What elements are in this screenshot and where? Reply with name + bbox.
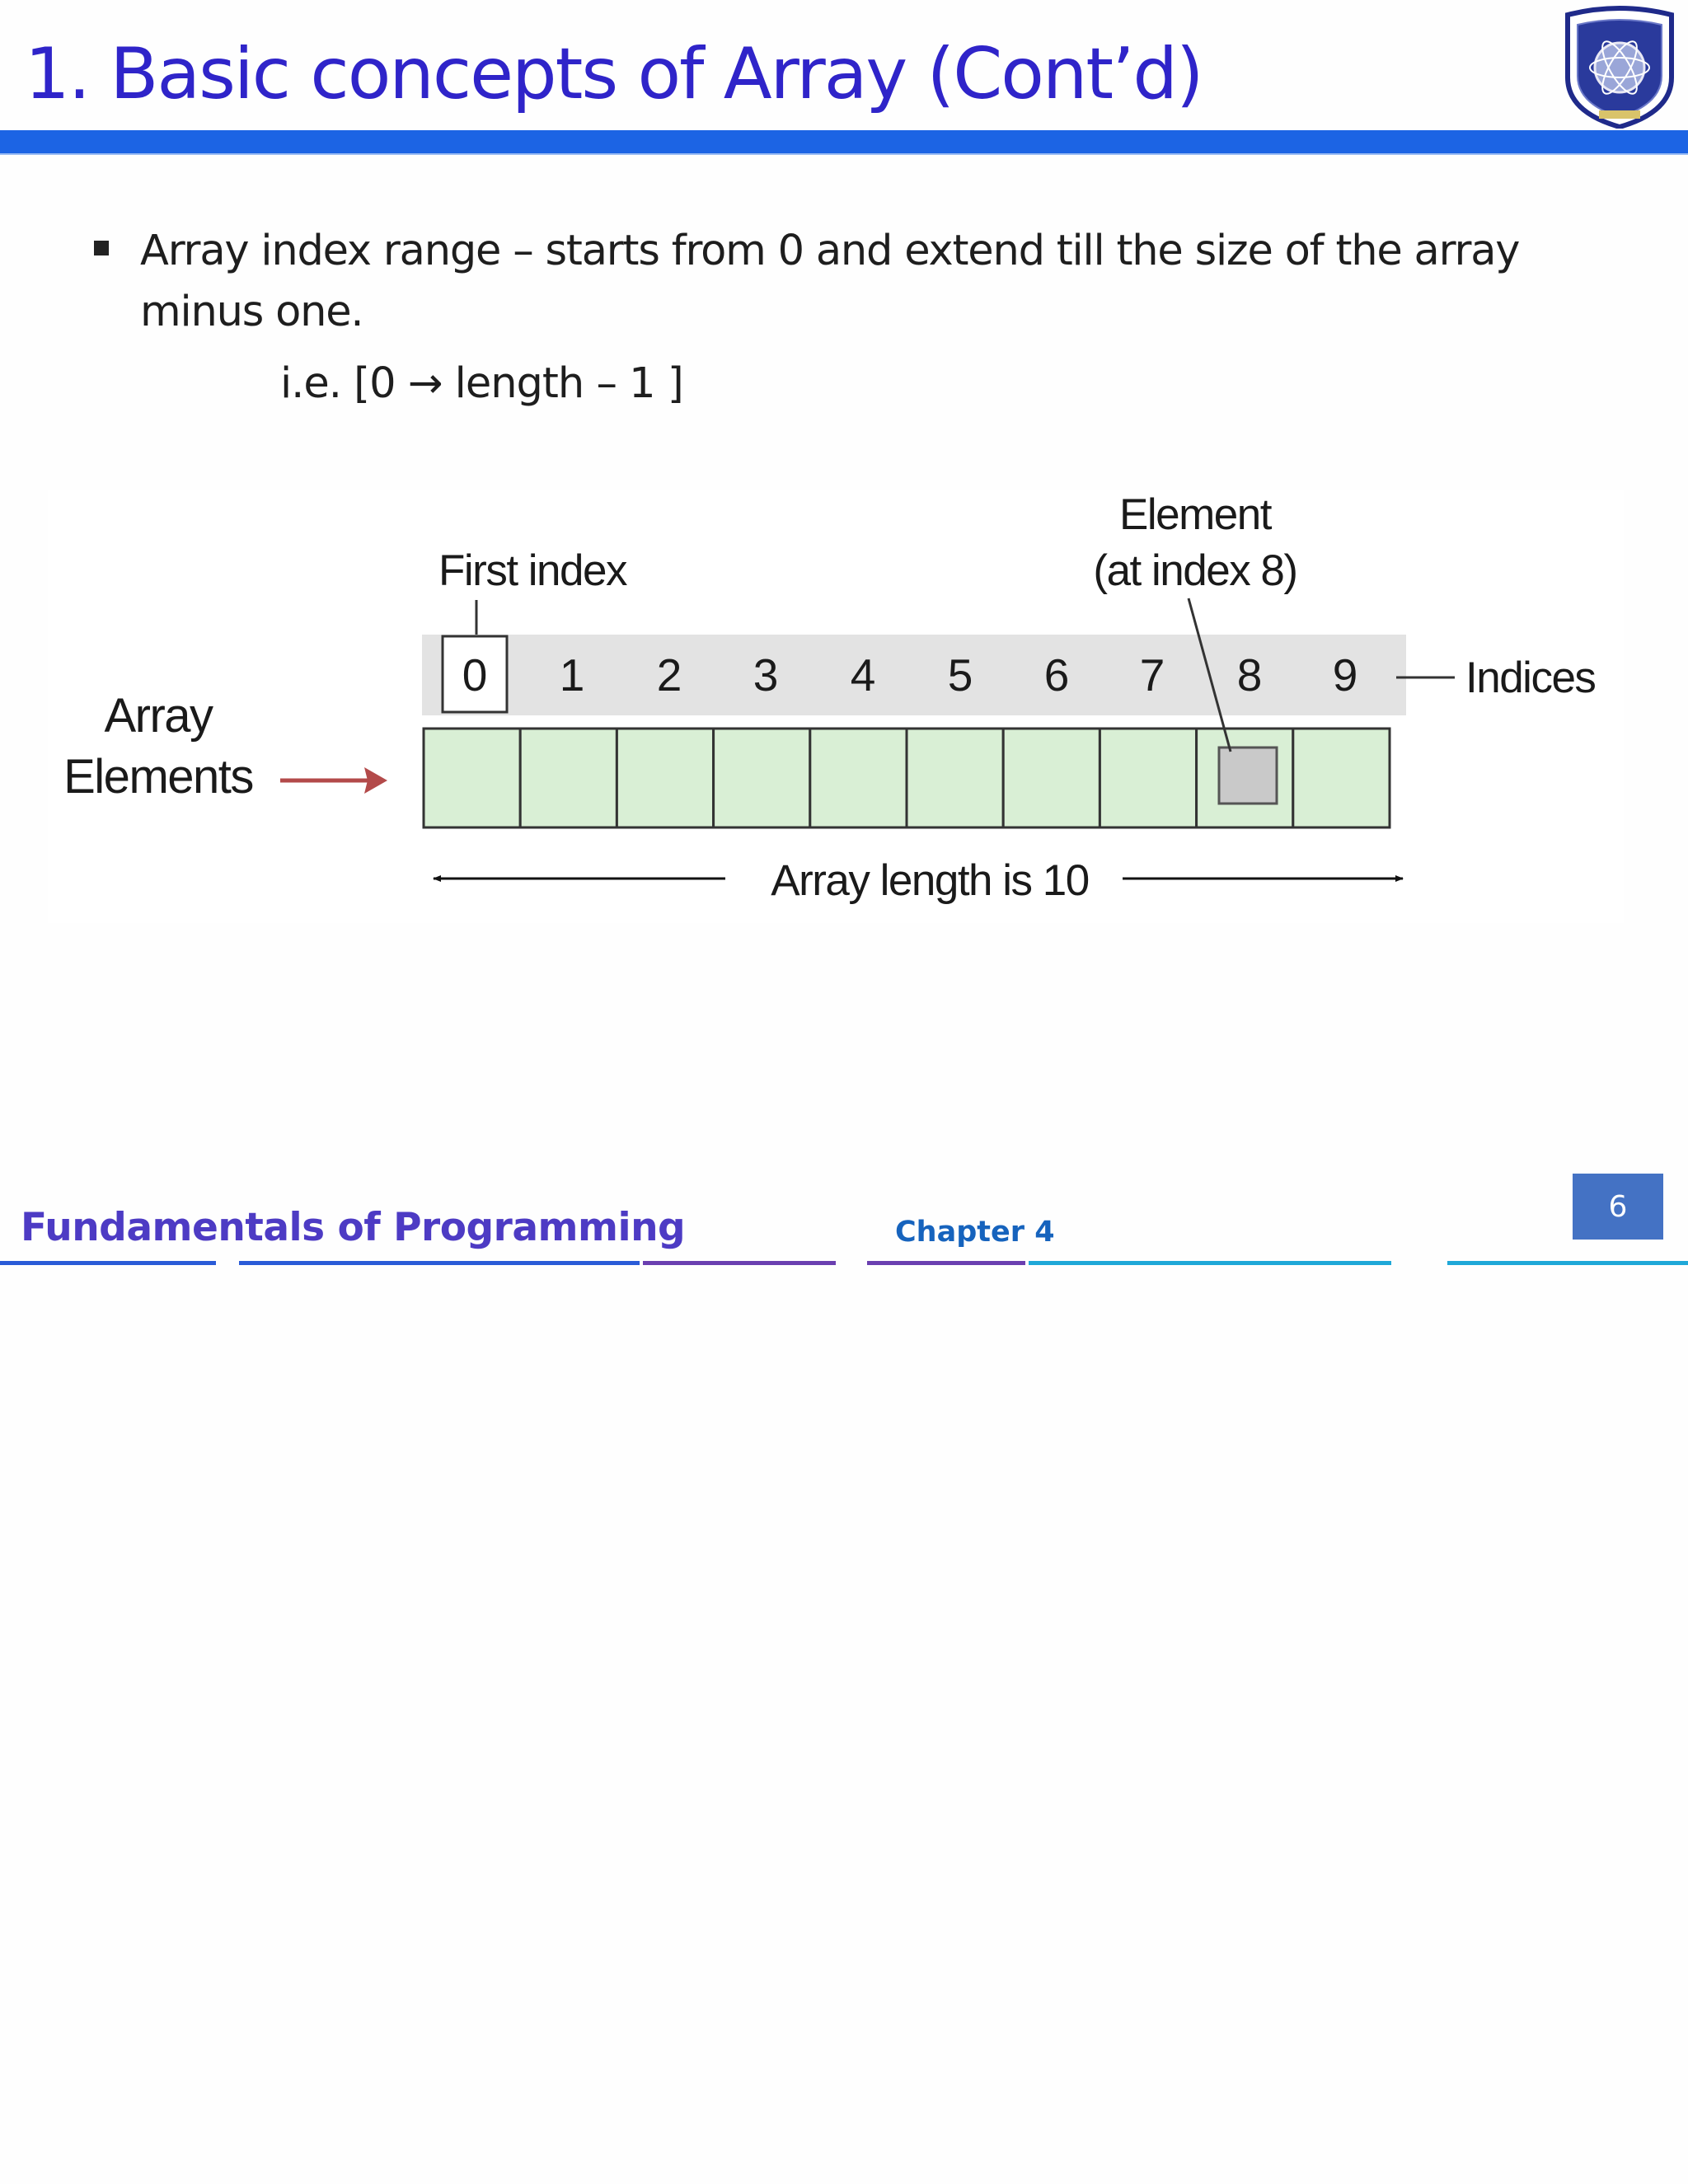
array-length-label: Array length is 10 <box>771 856 1089 905</box>
array-cell <box>1100 729 1196 827</box>
index-label: 9 <box>1332 649 1358 701</box>
array-diagram <box>0 0 1688 989</box>
index-label: 4 <box>850 649 876 701</box>
index-label: 7 <box>1139 649 1165 701</box>
element-label-index: (at index 8) <box>1093 546 1297 595</box>
footer-course-title: Fundamentals of Programming <box>21 1205 686 1250</box>
array-cell <box>520 729 617 827</box>
array-cell <box>714 729 810 827</box>
array-elements-label-line2: Elements <box>63 750 253 804</box>
indices-label: Indices <box>1465 654 1596 702</box>
array-cell <box>424 729 520 827</box>
footer-rule-segment <box>0 1261 216 1265</box>
array-elements-label: Array <box>104 689 213 743</box>
first-index-label: First index <box>438 546 626 595</box>
index-label: 3 <box>753 649 779 701</box>
footer-rule-segment <box>239 1261 640 1265</box>
index-label: 5 <box>947 649 973 701</box>
index-label: 2 <box>656 649 682 701</box>
array-cell <box>1003 729 1100 827</box>
footer-chapter: Chapter 4 <box>895 1216 1055 1249</box>
page-number-badge: 6 <box>1573 1174 1663 1240</box>
index-label: 6 <box>1043 649 1070 701</box>
index-label: 0 <box>462 649 488 701</box>
bullet-text: Array index range – starts from 0 and extend till the size of the array minus one. <box>140 227 1520 336</box>
footer-rule-segment <box>867 1261 1025 1265</box>
index-range-formula: i.e. [0 → length – 1 ] <box>280 359 683 408</box>
elements-arrow-head <box>364 767 387 794</box>
footer-rule-segment <box>1029 1261 1391 1265</box>
element-label: Element <box>1119 490 1271 539</box>
index-label: 8 <box>1236 649 1263 701</box>
index-label: 1 <box>559 649 585 701</box>
array-cell <box>810 729 907 827</box>
array-cell <box>907 729 1003 827</box>
footer-rule-segment <box>1447 1261 1688 1265</box>
highlighted-element <box>1219 748 1277 804</box>
footer-rule-segment <box>643 1261 836 1265</box>
array-cell <box>617 729 713 827</box>
slide-title: 1. Basic concepts of Array (Cont’d) <box>25 33 1203 115</box>
array-cell <box>1293 729 1390 827</box>
